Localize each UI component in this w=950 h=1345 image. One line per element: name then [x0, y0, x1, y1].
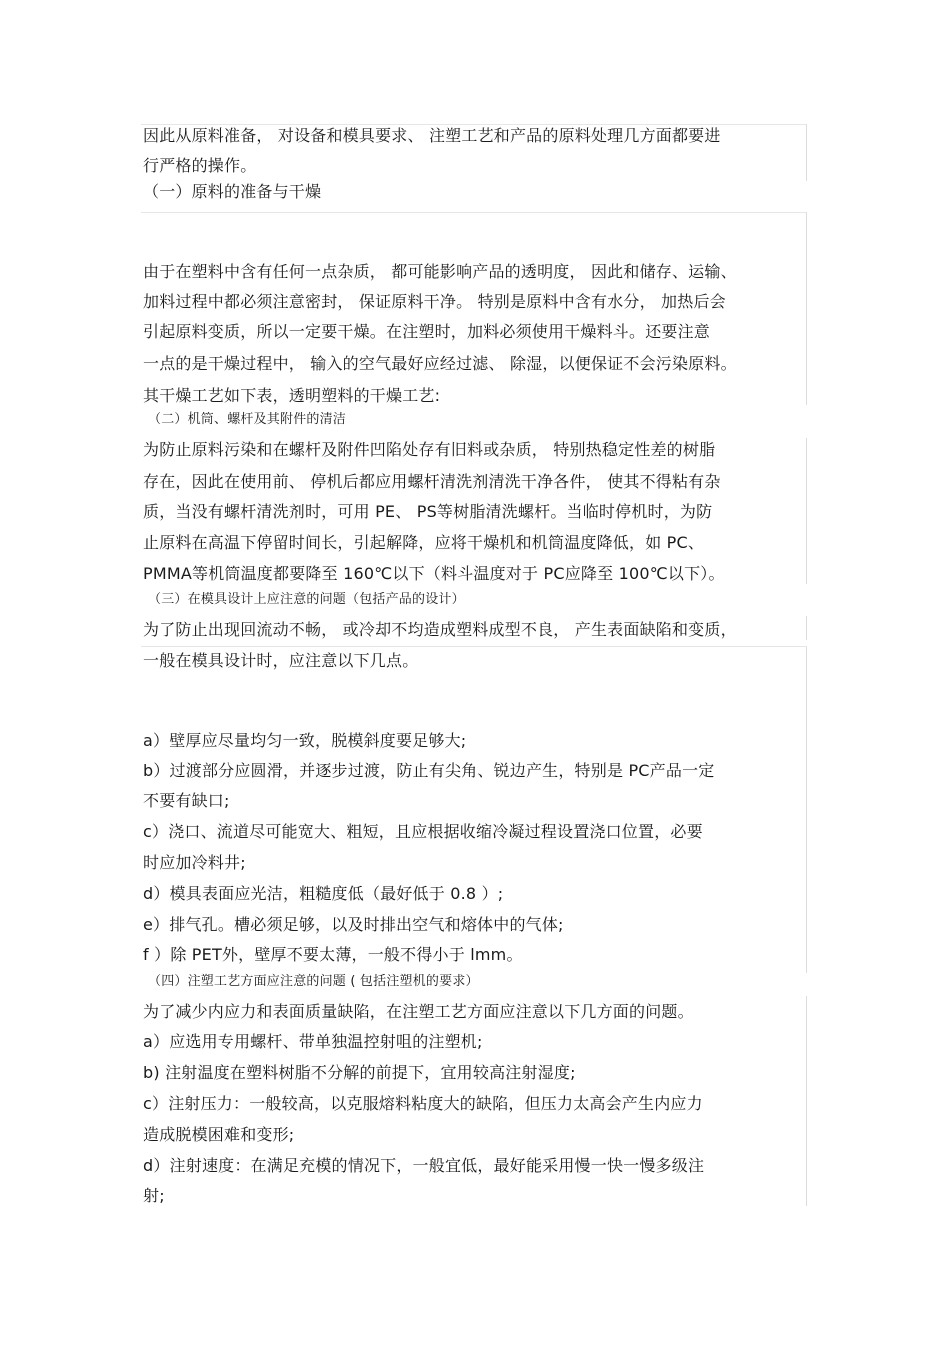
list-item: 射; [143, 1186, 165, 1205]
list-item: f ）除 PET外，壁厚不要太薄，一般不得小于 lmm。 [143, 945, 523, 964]
paragraph-line: 加料过程中都必须注意密封， 保证原料干净。 特别是原料中含有水分， 加热后会 [143, 292, 726, 311]
list-item: c）注射压力：一般较高，以克服熔料粘度大的缺陷，但压力太高会产生内应力 [143, 1094, 703, 1113]
list-item: d）注射速度：在满足充模的情况下，一般宜低，最好能采用慢一快一慢多级注 [143, 1156, 705, 1175]
paragraph-line: 存在，因此在使用前、 停机后都应用螺杆清洗剂清洗干净各件， 使其不得粘有杂 [143, 472, 721, 491]
list-item: 造成脱模困难和变形; [143, 1125, 295, 1144]
list-item: e）排气孔。槽必须足够，以及时排出空气和熔体中的气体; [143, 915, 564, 934]
paragraph-line: 引起原料变质，所以一定要干燥。在注塑时，加料必须使用干燥料斗。还要注意 [143, 322, 711, 341]
list-item: d）模具表面应光洁，粗糙度低（最好低于 0.8 ）; [143, 884, 504, 903]
intro-line: 因此从原料准备， 对设备和模具要求、 注塑工艺和产品的原料处理几方面都要进 [143, 126, 721, 145]
list-item: c）浇口、流道尽可能宽大、粗短，且应根据收缩冷凝过程设置浇口位置，必要 [143, 822, 703, 841]
list-item: b）过渡部分应圆滑，并逐步过渡，防止有尖角、锐边产生，特别是 PC产品一定 [143, 761, 715, 780]
paragraph-line: 一般在模具设计时，应注意以下几点。 [143, 651, 419, 670]
list-item: b) 注射温度在塑料树脂不分解的前提下，宜用较高注射湿度; [143, 1063, 576, 1082]
list-item: a）壁厚应尽量均匀一致，脱模斜度要足够大; [143, 731, 467, 750]
paragraph-line: 其干燥工艺如下表，透明塑料的干燥工艺: [143, 386, 441, 405]
section-heading: （四）注塑工艺方面应注意的问题 ( 包括注塑机的要求） [148, 974, 479, 989]
section-heading: （二）机筒、螺杆及其附件的清洁 [148, 412, 347, 427]
paragraph-line: 由于在塑料中含有任何一点杂质， 都可能影响产品的透明度， 因此和储存、运输、 [143, 262, 737, 281]
paragraph-line: 为防止原料污染和在螺杆及附件凹陷处存有旧料或杂质， 特别热稳定性差的树脂 [143, 440, 716, 459]
paragraph-line: 为了防止出现回流动不畅， 或冷却不均造成塑料成型不良， 产生表面缺陷和变质， [143, 620, 737, 639]
list-item: a）应选用专用螺杆、带单独温控射咀的注塑机; [143, 1032, 483, 1051]
paragraph-line: PMMA等机筒温度都要降至 160℃以下（料斗温度对于 PC应降至 100℃以下）。 [143, 564, 725, 583]
paragraph-line: 止原料在高温下停留时间长，引起解降，应将干燥机和机筒温度降低，如 PC、 [143, 533, 705, 552]
list-item: 不要有缺口; [143, 791, 230, 810]
intro-line: 行严格的操作。 [143, 156, 257, 175]
paragraph-line: 质，当没有螺杆清洗剂时，可用 PE、 PS等树脂清洗螺杆。当临时停机时，为防 [143, 502, 713, 521]
section-heading: （三）在模具设计上应注意的问题（包括产品的设计） [148, 592, 465, 607]
section-heading: （一）原料的准备与干燥 [143, 182, 322, 201]
paragraph-line: 一点的是干燥过程中， 输入的空气最好应经过滤、 除湿，以便保证不会污染原料。 [143, 354, 737, 373]
list-item: 时应加冷料井; [143, 853, 246, 872]
paragraph-line: 为了减少内应力和表面质量缺陷，在注塑工艺方面应注意以下几方面的问题。 [143, 1002, 694, 1021]
